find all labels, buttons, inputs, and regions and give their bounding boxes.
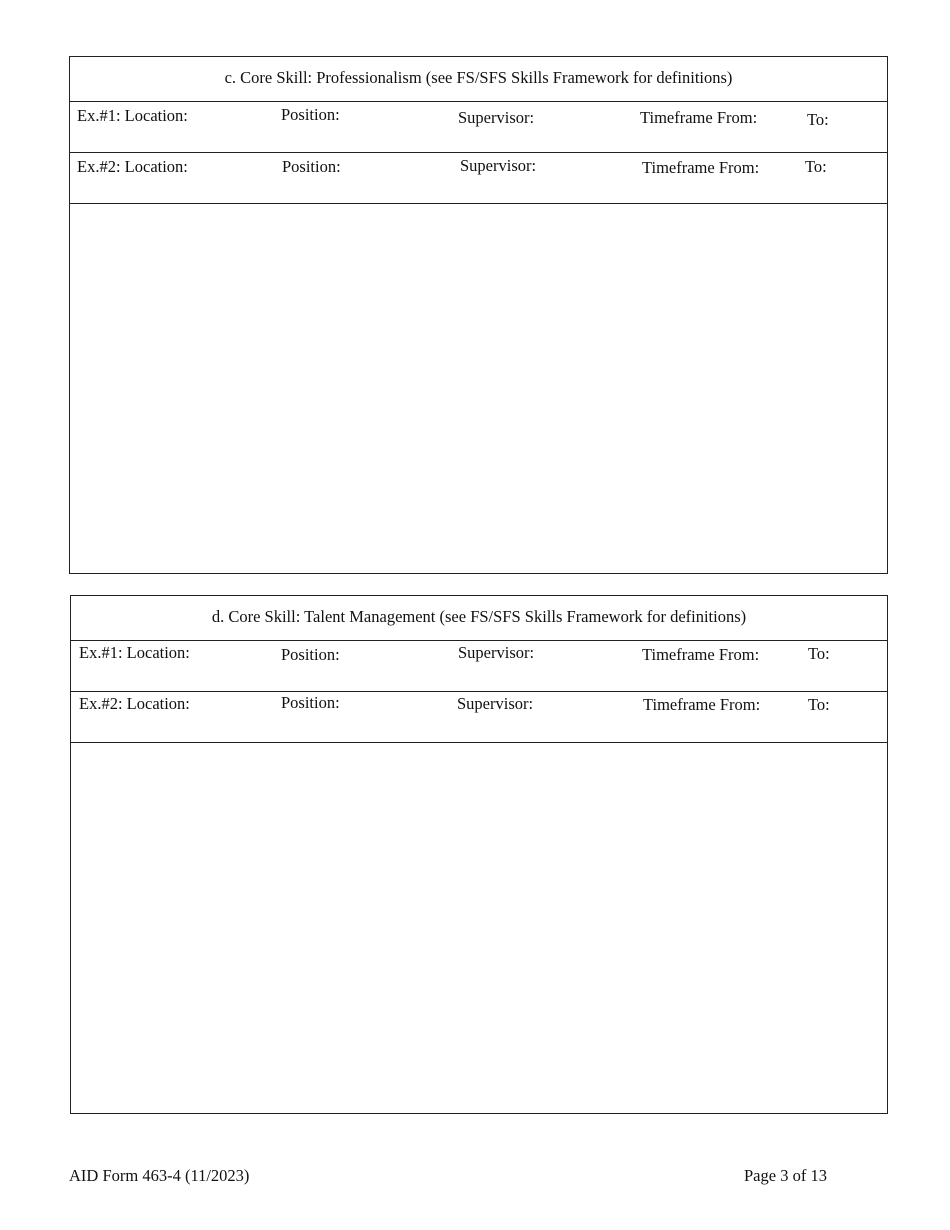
section-title-row: [70, 57, 887, 102]
section-title-row: [71, 596, 887, 641]
location-label: Ex.#1: Location:: [79, 643, 190, 662]
timeframe-to-label: To:: [807, 110, 829, 129]
supervisor-label: Supervisor:: [457, 694, 534, 713]
section-talent-management: [70, 595, 888, 1114]
response-text-area[interactable]: [70, 204, 887, 572]
section-title: c. Core Skill: Professionalism (see FS/SFS Skills Framework for definitions): [224, 68, 733, 87]
location-label: Ex.#2: Location:: [79, 694, 190, 713]
position-label: Position:: [282, 157, 341, 176]
timeframe-from-label: Timeframe From:: [642, 645, 760, 664]
timeframe-from-label: Timeframe From:: [640, 108, 758, 127]
supervisor-label: Supervisor:: [458, 108, 535, 127]
example-2-row[interactable]: [70, 153, 887, 204]
form-identifier: AID Form 463-4 (11/2023): [69, 1166, 250, 1185]
position-label: Position:: [281, 105, 340, 124]
position-label: Position:: [281, 693, 340, 712]
timeframe-to-label: To:: [808, 644, 830, 663]
location-label: Ex.#1: Location:: [77, 106, 188, 125]
section-title: d. Core Skill: Talent Management (see FS/SFS Skills Framework for definitions): [211, 607, 747, 626]
supervisor-label: Supervisor:: [458, 643, 535, 662]
position-label: Position:: [281, 645, 340, 664]
example-1-row[interactable]: [71, 641, 887, 692]
section-professionalism: [69, 56, 888, 574]
response-text-area[interactable]: [71, 743, 887, 1111]
timeframe-to-label: To:: [808, 695, 830, 714]
supervisor-label: Supervisor:: [460, 156, 537, 175]
timeframe-from-label: Timeframe From:: [643, 695, 761, 714]
example-1-row[interactable]: [70, 102, 887, 153]
example-2-row[interactable]: [71, 692, 887, 743]
timeframe-from-label: Timeframe From:: [642, 158, 760, 177]
page-number: Page 3 of 13: [744, 1166, 827, 1185]
timeframe-to-label: To:: [805, 157, 827, 176]
location-label: Ex.#2: Location:: [77, 157, 188, 176]
